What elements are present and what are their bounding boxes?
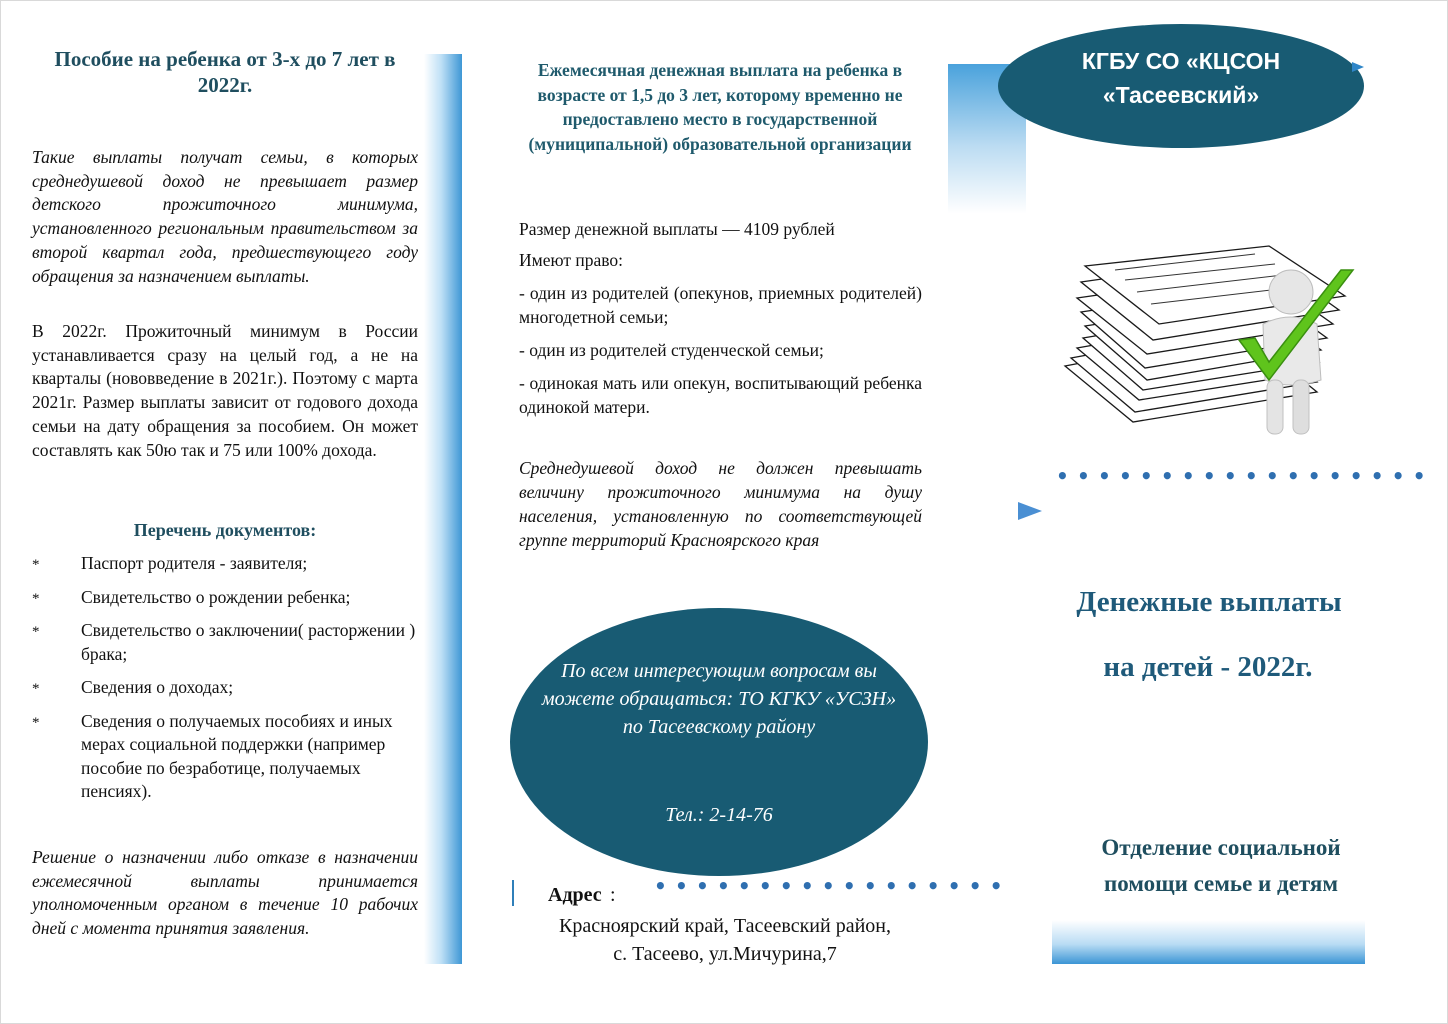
list-item: * Сведения о получаемых пособиях и иных мерах социальной поддержки (например пособие по безработице, получаемых пенсиях). — [32, 710, 393, 801]
bullet-star-icon: * — [32, 557, 40, 573]
dotted-divider: ••••••••••••••••• — [654, 874, 1011, 898]
eligibility-list — [519, 281, 922, 428]
gradient-divider-bar — [424, 54, 462, 964]
list-item: - одинокая мать или опекун, воспитывающий ребенка одинокой матери. — [519, 373, 922, 417]
income-note: Среднедушевой доход не должен превышать величину прожиточного минимума на душу населения, установленную по соответствующей группе территорий Красноярского края — [519, 458, 922, 550]
brochure-title-line-2: на детей - 2022г. — [1103, 651, 1313, 683]
list-item: - один из родителей студенческой семьи; — [519, 340, 824, 360]
child-benefit-title: Пособие на ребенка от 3-х до 7 лет в 2022г. — [54, 47, 396, 97]
subsistence-minimum-paragraph: В 2022г. Прожиточный минимум в России устанавливается сразу на целый год, а не на кварталы (нововведение в 2021г.). Поэтому с марта 2021г. Размер выплаты зависит от годового дохода семьи на дату обращения за пособием. Он может составлять как 50ю так и 75 или 100% дохода. — [32, 321, 418, 460]
eligibility-heading: Имеют право: — [519, 250, 623, 270]
child-benefit-intro: Такие выплаты получат семьи, в которых среднедушевой доход не превышает размер детского прожиточного минимума, установленного региональным правительством за второй квартал года, предшествующего году обращения за назначением выплаты. — [32, 147, 418, 286]
organization-name: КГБУ СО «КЦСОН «Тасеевский» — [1081, 48, 1281, 108]
list-item: * Свидетельство о заключении( расторжении ) брака; — [32, 620, 416, 664]
bullet-star-icon: * — [32, 714, 40, 731]
documents-checkmark-illustration — [1055, 240, 1365, 440]
decision-note: Решение о назначении либо отказе в назначении ежемесячной выплаты принимается уполномоченным органом в течение 10 рабочих дней с момента принятия заявления. — [32, 847, 418, 939]
department-name: Отделение социальной помощи семье и детям — [1101, 835, 1341, 896]
contact-text: По всем интересующим вопросам вы можете обращаться: ТО КГКУ «УСЗН» по Тасеевскому району — [541, 660, 897, 738]
payment-size: Размер денежной выплаты — 4109 рублей — [519, 219, 835, 239]
list-item: * Свидетельство о рождении ребенка; — [32, 586, 418, 610]
address-line-1: Красноярский край, Тасеевский район, — [559, 915, 891, 937]
address-label: Адрес — [548, 884, 602, 906]
contact-oval — [510, 608, 928, 876]
address-line-2: с. Тасеево, ул.Мичурина,7 — [613, 943, 837, 965]
arrow-marker-icon — [1018, 502, 1042, 520]
address-colon: : — [610, 884, 616, 906]
address-accent-line — [512, 880, 514, 906]
monthly-payment-title: Ежемесячная денежная выплата на ребенка в возрасте от 1,5 до 3 лет, которому временно не предоставлено место в государственной (муниципальной) образовательной организации — [528, 60, 912, 154]
dotted-divider: •••••••••••••••••• — [1056, 464, 1434, 488]
brochure-title-line-1: Денежные выплаты — [1076, 586, 1342, 618]
contact-phone: Тел.: 2-14-76 — [665, 804, 773, 826]
bullet-star-icon: * — [32, 624, 40, 640]
person-figure-icon — [1263, 270, 1321, 434]
documents-list — [32, 552, 418, 814]
list-item: * Сведения о доходах; — [32, 676, 418, 700]
bullet-star-icon: * — [32, 681, 40, 697]
list-item: - один из родителей (опекунов, приемных родителей) многодетной семьи; — [519, 283, 922, 327]
bullet-star-icon: * — [32, 590, 40, 607]
list-item: * Паспорт родителя - заявителя; — [32, 552, 418, 576]
documents-heading: Перечень документов: — [133, 520, 317, 540]
gradient-footer-bar — [1052, 920, 1365, 964]
